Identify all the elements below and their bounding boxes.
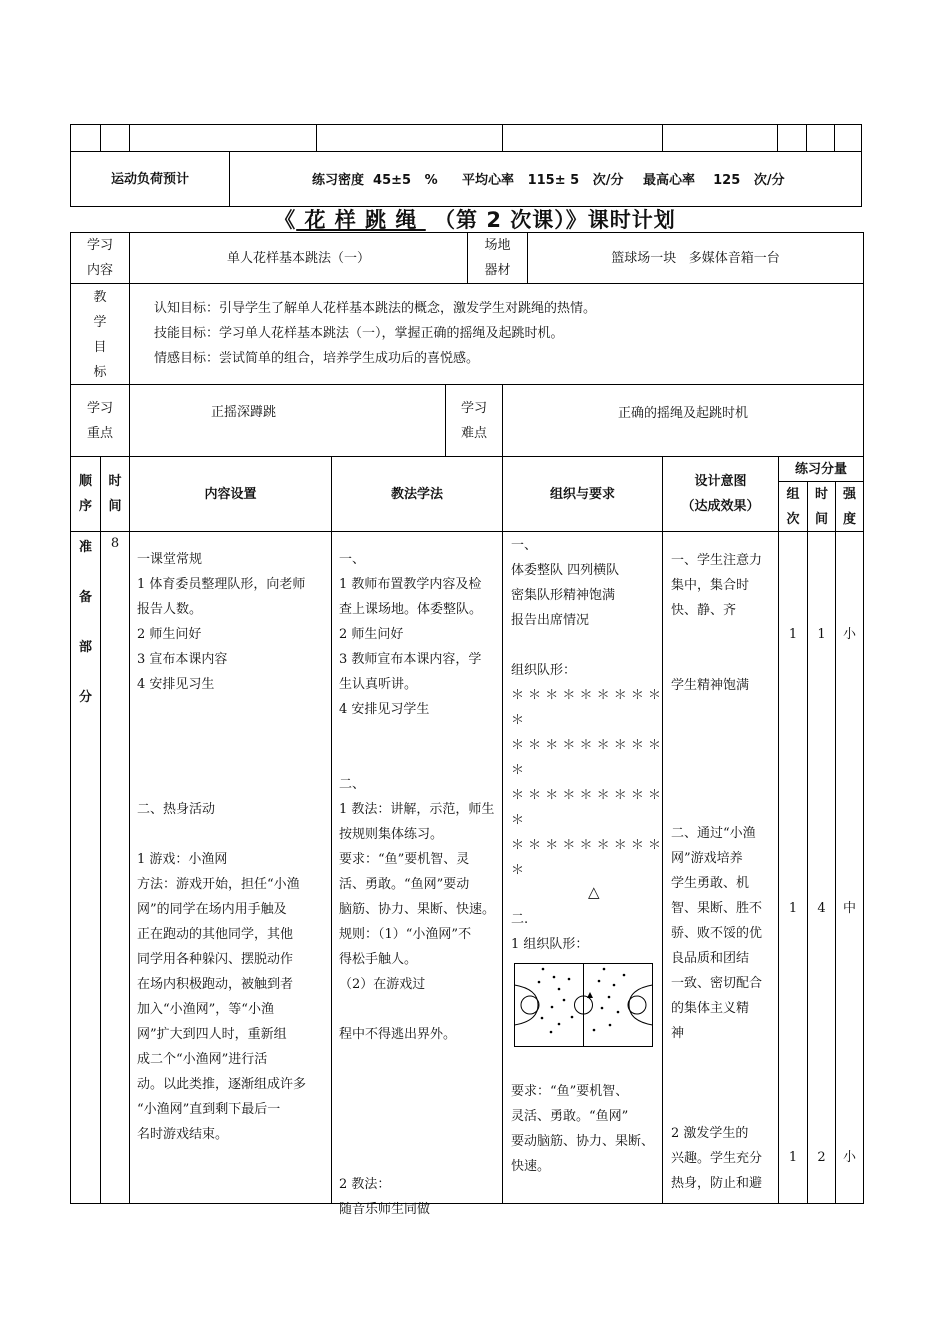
intent-line: 一、学生注意力 [671,553,763,568]
amount-groups: 1 [788,1150,798,1165]
content-line: 报告人数。 [137,602,203,617]
content-line: 正在跑动的其他同学，其他 [137,927,294,942]
section-label-char: 部 [78,640,92,655]
method-line [339,1147,495,1172]
organization-line: ＊ ＊ ＊ ＊ ＊ ＊ ＊ ＊ ＊ [511,688,662,703]
goal-skill: 技能目标：学习单人花样基本跳法（一），掌握正确的摇绳及起跳时机。 [154,326,564,341]
venue-value: 篮球场一块 多媒体音箱一台 [611,250,780,266]
court-left-circle [521,996,539,1014]
teacher-marker [587,992,593,998]
title-open: 《 [274,208,297,232]
organization-line: 快速。 [511,1159,551,1174]
col-intensity: 强 度 [842,486,856,527]
intent-spirit [671,673,749,698]
organization-formation-label [511,907,588,957]
method-line: 1 教师布置教学内容及检 [339,577,482,592]
method-line: 程中不得逃出界外。 [339,1027,457,1042]
page-title [0,204,950,234]
intent-line: 网”游戏培养 [671,851,743,866]
col-order: 顺 序 [78,474,92,514]
section-label [71,535,100,735]
intent-line: 兴趣。学生充分 [671,1151,763,1166]
organization-line: 组织队形： [511,663,577,678]
intent-line: 学生精神饱满 [671,678,750,693]
method-line [339,1072,495,1097]
content-line: 成二个“小渔网”进行活 [137,1052,268,1067]
method-line: 一、 [339,552,366,567]
intent-line: 骄、败不馁的优 [671,926,763,941]
col-design-intent: 设计意图 （达成效果） [681,474,760,514]
content-line: “小渔网”直到剩下最后一 [137,1102,281,1117]
method-line: 脑筋、协力、果断、快速。 [339,902,496,917]
content-line: 4 安排见习生 [137,677,215,692]
intent-line: 一致、密切配合 [671,976,763,991]
organization-column [511,533,661,883]
intent-line: 二、通过“小渔 [671,826,756,841]
title-rest: 》课时计划 [565,208,676,232]
intent-line: 智、果断、胜不 [671,901,763,916]
method-line: 得松手触人。 [339,952,418,967]
amount-intensity: 小 [842,627,856,642]
content-line: 方法：游戏开始，担任“小渔 [137,877,300,892]
difficulty-label: 学习 难点 [460,400,487,441]
organization-line: ＊ [511,863,525,878]
content-line: 网”扩大到四人时，重新组 [137,1027,287,1042]
content-line [137,747,306,772]
amount-time: 1 [817,627,826,642]
intent-line: 集中，集合时 [671,578,750,593]
teacher-triangle-icon: △ [588,883,600,901]
section-label-char: 备 [78,590,92,605]
section-label-char: 分 [78,690,92,705]
method-line [339,747,495,772]
organization-line: ＊ [511,813,525,828]
goals-label [71,285,129,385]
content-line [137,722,306,747]
amount-groups: 1 [788,901,798,916]
content-line: 二、热身活动 [137,802,216,817]
col-time: 时 间 [108,474,122,514]
method-line: 随音乐师生同做 [339,1202,431,1217]
intent-line: 2 激发学生的 [671,1126,749,1141]
intent-line: 快、静、齐 [671,603,737,618]
method-line: 3 教师宣布本课内容，学 [339,652,482,667]
difficulty-value: 正确的摇绳及起跳时机 [617,405,748,421]
title-name: 花 样 跳 绳 [296,208,426,232]
organization-line: 密集队形精神饱满 [511,588,616,603]
content-line [137,822,306,847]
court-left-arc [515,985,539,1025]
intent-line: 学生勇敢、机 [671,876,750,891]
amount-intensity: 小 [842,1150,856,1165]
intent-routine [671,548,762,623]
organization-line: ＊ [511,763,525,778]
content-line: 一课堂常规 [137,552,203,567]
organization-line: ＊ ＊ ＊ ＊ ＊ ＊ ＊ ＊ ＊ [511,738,662,753]
method-line [339,997,495,1022]
amount-time: 2 [817,1150,826,1165]
content-line: 同学用各种躲闪、摆脱动作 [137,952,294,967]
organization-line: 体委整队 四列横队 [511,563,620,578]
goals-list [154,296,596,371]
content-column [137,547,306,1147]
content-line: 3 宣布本课内容 [137,652,228,667]
method-line: 要求：“鱼”要机智、灵 [339,852,470,867]
organization-line: 1 组织队形： [511,937,589,952]
content-line: 在场内积极跑动，被触到者 [137,977,294,992]
method-line: 查上课场地。体委整队。 [339,602,483,617]
organization-line: ＊ ＊ ＊ ＊ ＊ ＊ ＊ ＊ ＊ [511,788,662,803]
content-line [137,772,306,797]
goals-label-char: 教 [93,290,107,305]
method-line: 1 教法：讲解，示范，师生 [339,802,495,817]
section-label-char: 准 [78,540,92,555]
method-line: 按规则集体练习。 [339,827,444,842]
goals-label-char: 目 [93,340,107,355]
method-line: 二、 [339,777,366,792]
goal-cognitive: 认知目标：引导学生了解单人花样基本跳法的概念，激发学生对跳绳的热情。 [154,301,597,316]
load-label: 运动负荷预计 [110,171,189,187]
col-organization: 组织与要求 [549,486,615,502]
organization-line: 报告出席情况 [511,613,590,628]
method-line [339,722,495,747]
intent-line: 的集体主义精 [671,1001,750,1016]
court-right-arc [629,985,653,1025]
method-line: 4 安排见习学生 [339,702,430,717]
amount-groups: 1 [788,627,798,642]
content-value: 单人花样基本跳法（一） [226,250,370,266]
content-line: 2 师生问好 [137,627,202,642]
col-method: 教法学法 [390,486,443,502]
load-density: 练习密度 45±5 % [312,173,438,188]
organization-line: 灵活、勇敢。“鱼网” [511,1109,629,1124]
method-line [339,1097,495,1122]
content-line: 1 体育委员整理队形，向老师 [137,577,306,592]
organization-line: 一、 [511,538,538,553]
content-line: 加入“小渔网”，等“小渔 [137,1002,274,1017]
intent-line: 良品质和团结 [671,951,750,966]
court-diagram [514,963,653,1047]
col-practice-amount: 练习分量 [794,461,847,477]
load-max-heart-rate: 最高心率 125 次/分 [643,173,785,188]
method-line: 活、勇敢。“鱼网”要动 [339,877,470,892]
col-groups: 组 次 [786,486,800,527]
content-line: 名时游戏结束。 [137,1127,229,1142]
col-content: 内容设置 [204,486,257,502]
intent-line: 神 [671,1026,685,1041]
content-line: 1 游戏：小渔网 [137,852,228,867]
goal-emotion: 情感目标：尝试简单的组合，培养学生成功后的喜悦感。 [154,351,480,366]
method-line: 生认真听讲。 [339,677,418,692]
content-line [137,697,306,722]
method-column [339,547,495,1222]
organization-line: 要动脑筋、协力、果断、 [511,1134,655,1149]
content-label: 学习 内容 [86,238,113,278]
venue-label: 场地 器材 [484,238,511,278]
key-point-value: 正摇深蹲跳 [211,405,277,420]
content-line: 网”的同学在场内用手触及 [137,902,287,917]
section-time: 8 [110,536,120,551]
organization-line: ＊ ＊ ＊ ＊ ＊ ＊ ＊ ＊ ＊ [511,838,662,853]
key-point-label: 学习 重点 [86,400,113,441]
intent-line: 热身，防止和避 [671,1176,763,1191]
organization-line [511,633,661,658]
goals-label-char: 学 [93,315,107,330]
title-session: （第 2 次课） [425,208,566,232]
goals-label-char: 标 [93,365,107,380]
intent-warmup [671,1121,762,1196]
col-duration: 时 间 [814,486,828,527]
organization-line: ＊ [511,713,525,728]
player-dots [538,968,626,1034]
method-line: 2 师生问好 [339,627,404,642]
content-line: 动。以此类推，逐渐组成许多 [137,1077,307,1092]
organization-requirements [511,1079,654,1179]
method-line: 2 教法： [339,1177,391,1192]
method-line [339,1122,495,1147]
amount-time: 4 [817,901,826,916]
method-line [339,1047,495,1072]
method-line: （2）在游戏过 [339,977,426,992]
load-avg-heart-rate: 平均心率 115± 5 次/分 [462,173,624,188]
organization-line: 二. [511,912,529,927]
organization-line: 要求：“鱼”要机智、 [511,1084,629,1099]
method-line: 规则：（1）“小渔网”不 [339,927,472,942]
intent-game [671,821,762,1046]
court-right-circle [628,996,646,1014]
amount-intensity: 中 [842,901,856,916]
